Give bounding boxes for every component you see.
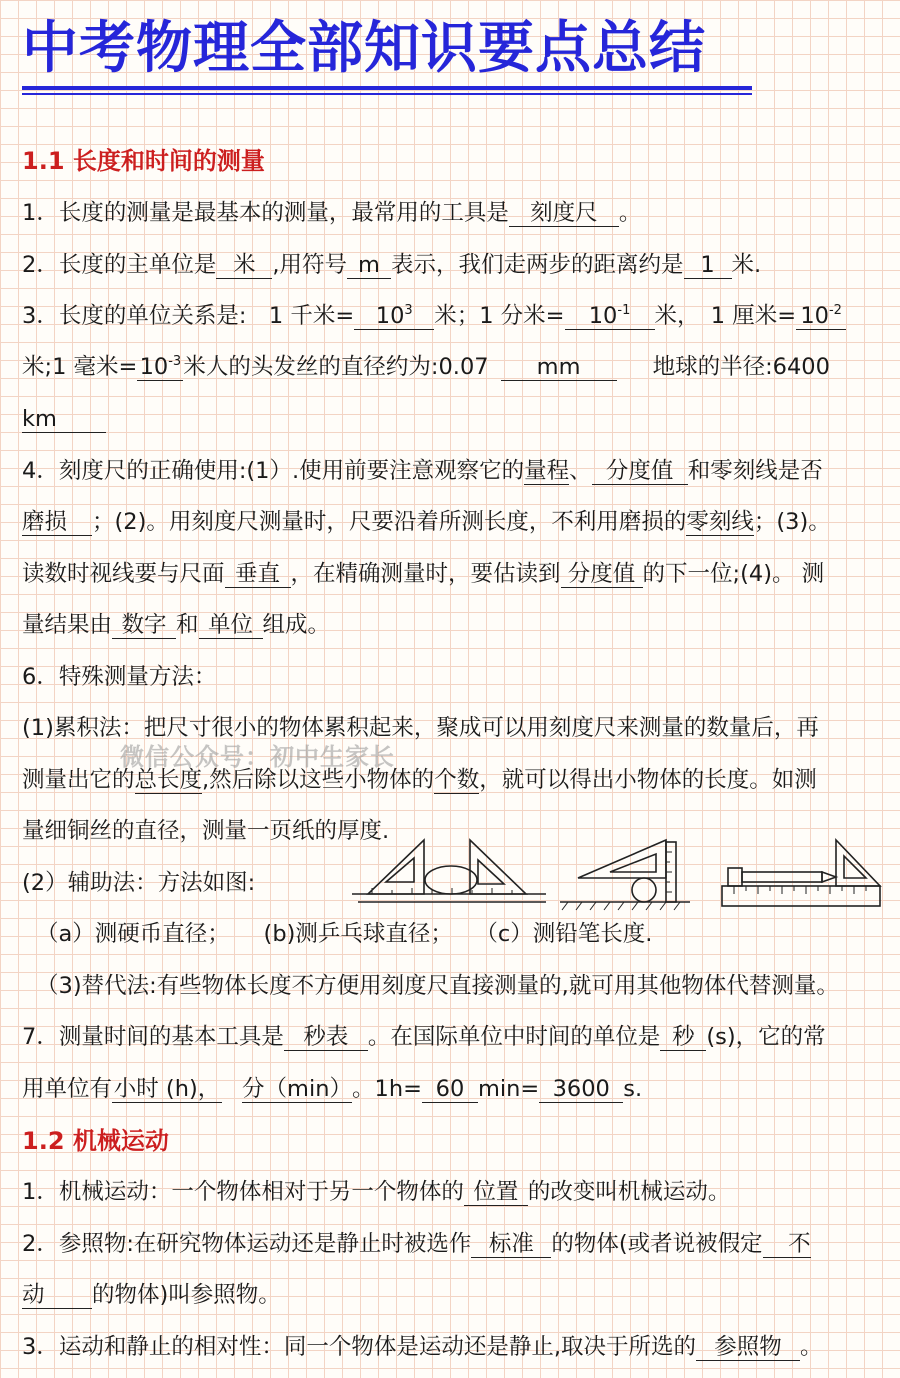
figure-pencil-length bbox=[720, 836, 882, 912]
blank-answer: $10^{-3}$ bbox=[137, 354, 183, 381]
text-line-16: （3)替代法:有些物体长度不方便用刻度尺直接测量的,就可用其他物体代替测量。 bbox=[36, 973, 839, 999]
blank-answer: 数字 bbox=[112, 612, 176, 639]
text-line-22: 3．运动和静止的相对性：同一个物体是运动还是静止,取决于所选的 参照物 。 bbox=[22, 1334, 823, 1360]
text-line-11: (1)累积法：把尺寸很小的物体累积起来，聚成可以用刻度尺来测量的数量后，再 bbox=[22, 715, 819, 741]
blank-answer: 零刻线 bbox=[686, 509, 754, 535]
text-line-8: 读数时视线要与尺面 垂直 ，在精确测量时，要估读到 分度值 的下一位;(4)。 测 bbox=[22, 561, 825, 587]
blank-answer: 动 bbox=[22, 1282, 92, 1309]
blank-answer: 标准 bbox=[471, 1231, 551, 1258]
blank-answer: 磨损 bbox=[22, 509, 92, 536]
text-line-19: 1．机械运动：一个物体相对于另一个物体的 位置 的改变叫机械运动。 bbox=[22, 1179, 731, 1205]
text-line-7: 磨损 ；(2)。用刻度尺测量时，尺要沿着所测长度，不利用磨损的零刻线；(3)。 bbox=[22, 509, 831, 535]
text-line-12: 测量出它的总长度,然后除以这些小物体的个数，就可以得出小物体的长度。如测 bbox=[22, 767, 817, 793]
blank-answer: 1 bbox=[684, 252, 732, 279]
text-line-14: (2）辅助法：方法如图: bbox=[22, 870, 256, 896]
blank-answer: 分度值 bbox=[561, 561, 643, 588]
text-line-21: 动 的物体)叫参照物。 bbox=[22, 1282, 281, 1308]
text-line-9: 量结果由 数字 和 单位 组成。 bbox=[22, 612, 331, 638]
blank-answer: 个数 bbox=[434, 767, 480, 793]
blank-answer: 米 bbox=[216, 252, 272, 279]
blank-answer: 量程 bbox=[524, 458, 570, 484]
blank-answer: 分（min） bbox=[242, 1076, 352, 1102]
figure-ping-pong-ball-diameter bbox=[560, 836, 696, 912]
text-line-1: 1．长度的测量是最基本的测量，最常用的工具是 刻度尺 。 bbox=[22, 200, 642, 226]
text-line-4: 米;1 毫米$=10^{-3}$米人的头发丝的直径约为:0.07 mm 地球的半径:6400 bbox=[22, 354, 830, 380]
blank-answer: 秒 bbox=[660, 1024, 706, 1051]
blank-answer: 3600 bbox=[539, 1076, 623, 1103]
blank-answer: mm bbox=[501, 354, 617, 381]
blank-answer: 分度值 bbox=[592, 458, 688, 485]
text-line-10: 6．特殊测量方法： bbox=[22, 664, 217, 690]
blank-answer: 秒表 bbox=[284, 1024, 368, 1051]
blank-answer: 单位 bbox=[199, 612, 263, 639]
blank-answer: $10^{-2}$ bbox=[796, 303, 846, 330]
text-line-20: 2．参照物:在研究物体运动还是静止时被选作 标准 的物体(或者说被假定 不 bbox=[22, 1231, 811, 1257]
blank-answer: 60 bbox=[422, 1076, 478, 1103]
blank-answer: 总长度 bbox=[134, 767, 203, 793]
title-underline-thin bbox=[22, 93, 752, 95]
text-line-5 bbox=[22, 393, 880, 445]
blank-answer: m bbox=[347, 252, 391, 279]
text-line-13: 量细铜丝的直径，测量一页纸的厚度. bbox=[22, 818, 390, 844]
section-heading-1-1: 1.1 长度和时间的测量 bbox=[22, 147, 265, 175]
text-line-2: 2．长度的主单位是 米 ,用符号 m 表示，我们走两步的距离约是 1 米. bbox=[22, 252, 762, 278]
text-line-15: （a）测硬币直径； (b)测乒乓球直径； （c）测铅笔长度. bbox=[36, 921, 653, 947]
blank-answer: 小时 (h)， bbox=[113, 1076, 221, 1102]
text-line-18: 用单位有小时 (h)， 分（min）。1h= 60 min= 3600 s. bbox=[22, 1076, 643, 1102]
blank-answer: km bbox=[22, 406, 106, 433]
blank-answer: 不 bbox=[763, 1231, 811, 1258]
text-line-6: 4．刻度尺的正确使用:(1）.使用前要注意观察它的量程、 分度值 和零刻线是否 bbox=[22, 458, 823, 484]
section-heading-1-2: 1.2 机械运动 bbox=[22, 1127, 169, 1155]
blank-answer: $10^3$ bbox=[354, 303, 434, 330]
blank-answer: 位置 bbox=[464, 1179, 528, 1206]
title-underline bbox=[22, 86, 752, 90]
page-title: 中考物理全部知识要点总结 bbox=[22, 15, 706, 81]
blank-answer: 刻度尺 bbox=[509, 200, 619, 227]
blank-answer: 垂直 bbox=[225, 561, 291, 588]
text-line-17: 7．测量时间的基本工具是 秒表 。在国际单位中时间的单位是 秒 (s)，它的常 bbox=[22, 1024, 826, 1050]
text-line-3: 3．长度的单位关系是: 1 千米= $10^3$ 米；1 分米= $10^{-1}$ 米， 1 厘米= $10^{-2}$ bbox=[22, 290, 880, 342]
blank-answer: 参照物 bbox=[696, 1334, 800, 1361]
figure-coin-diameter bbox=[352, 836, 548, 912]
watermark: 微信公众号：初中生家长 bbox=[120, 743, 395, 771]
blank-answer: $10^{-1}$ bbox=[565, 303, 655, 330]
